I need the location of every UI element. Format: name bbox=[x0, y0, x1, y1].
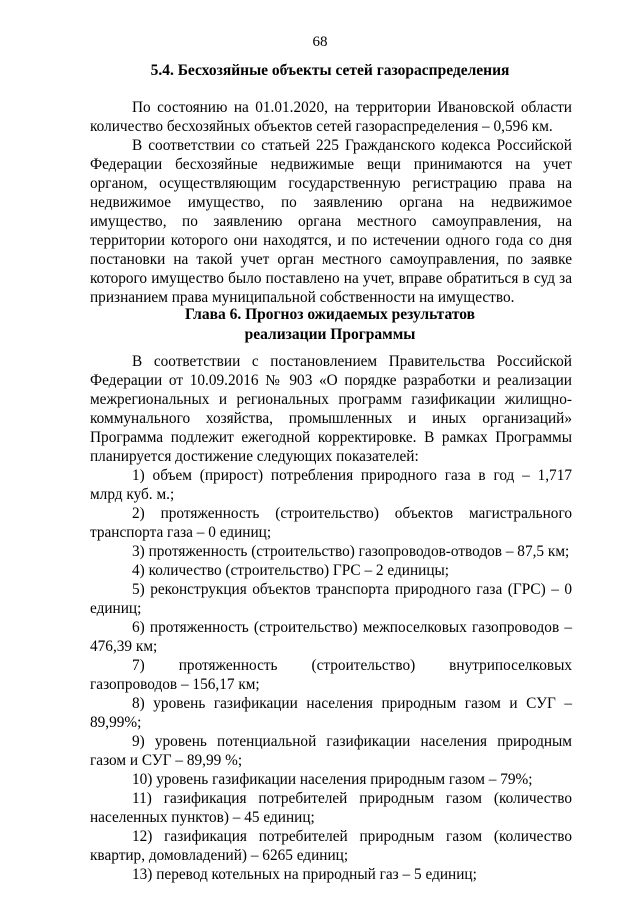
list-item: 13) перевод котельных на природный газ – 5 единиц; bbox=[132, 866, 477, 883]
list-item: 8) уровень газификации населения природным газом и СУГ – 89,99%; bbox=[90, 695, 572, 731]
list-item: 1) объем (прирост) потребления природного газа в год – 1,717 млрд куб. м.; bbox=[90, 467, 572, 503]
section-paragraph-1: По состоянию на 01.01.2020, на территории Ивановской области количество бесхозяйных объектов сетей газораспределения – 0,596 км. bbox=[90, 99, 572, 135]
list-item: 2) протяженность (строительство) объектов магистрального транспорта газа – 0 единиц; bbox=[90, 505, 572, 541]
list-item: 3) протяженность (строительство) газопроводов-отводов – 87,5 км; bbox=[132, 543, 570, 560]
section-title: 5.4. Бесхозяйные объекты сетей газораспределения bbox=[150, 62, 510, 79]
page-number: 68 bbox=[312, 34, 328, 50]
section-body bbox=[90, 98, 572, 307]
list-item: 5) реконструкция объектов транспорта природного газа (ГРС) – 0 единиц; bbox=[90, 581, 572, 617]
chapter-body bbox=[90, 352, 572, 884]
chapter-title-line-1: Глава 6. Прогноз ожидаемых результатов bbox=[185, 306, 475, 323]
list-item: 10) уровень газификации населения природным газом – 79%; bbox=[132, 771, 533, 788]
list-item: 9) уровень потенциальной газификации населения природным газом и СУГ – 89,99 %; bbox=[90, 733, 572, 769]
list-item: 11) газификация потребителей природным газом (количество населенных пунктов) – 45 единиц; bbox=[90, 790, 572, 826]
section-paragraph-2: В соответствии со статьей 225 Гражданского кодекса Российской Федерации бесхозяйные недвижимые вещи принимаются на учет органом, осуществляющим государственную регистрацию права на недвижимое имущество, по заявлению органа на недвижимое имущество, по заявлению органа местного самоуправления, на территории которого они находятся, и по истечении одного года со дня постановки на такой учет орган местного самоуправления, по заявке которого имущество было поставлено на учет, вправе обратиться в суд за признанием права муниципальной собственности на имущество. bbox=[90, 137, 572, 306]
list-item: 6) протяженность (строительство) межпоселковых газопроводов – 476,39 км; bbox=[90, 619, 572, 655]
chapter-title-line-2: реализации Программы bbox=[244, 326, 416, 343]
list-item: 4) количество (строительство) ГРС – 2 единицы; bbox=[132, 562, 450, 579]
list-item: 7) протяженность (строительство) внутрипоселковых газопроводов – 156,17 км; bbox=[90, 657, 572, 693]
chapter-intro: В соответствии с постановлением Правительства Российской Федерации от 10.09.2016 № 903 «О порядке разработки и реализации межрегиональных и региональных программ газификации жилищно-коммунального хозяйства, промышленных и иных организаций» Программа подлежит ежегодной корректировке. В рамках Программы планируется достижение следующих показателей: bbox=[90, 353, 572, 465]
list-item: 12) газификация потребителей природным газом (количество квартир, домовладений) – 6265 единиц; bbox=[90, 828, 572, 864]
chapter-title bbox=[90, 305, 570, 345]
